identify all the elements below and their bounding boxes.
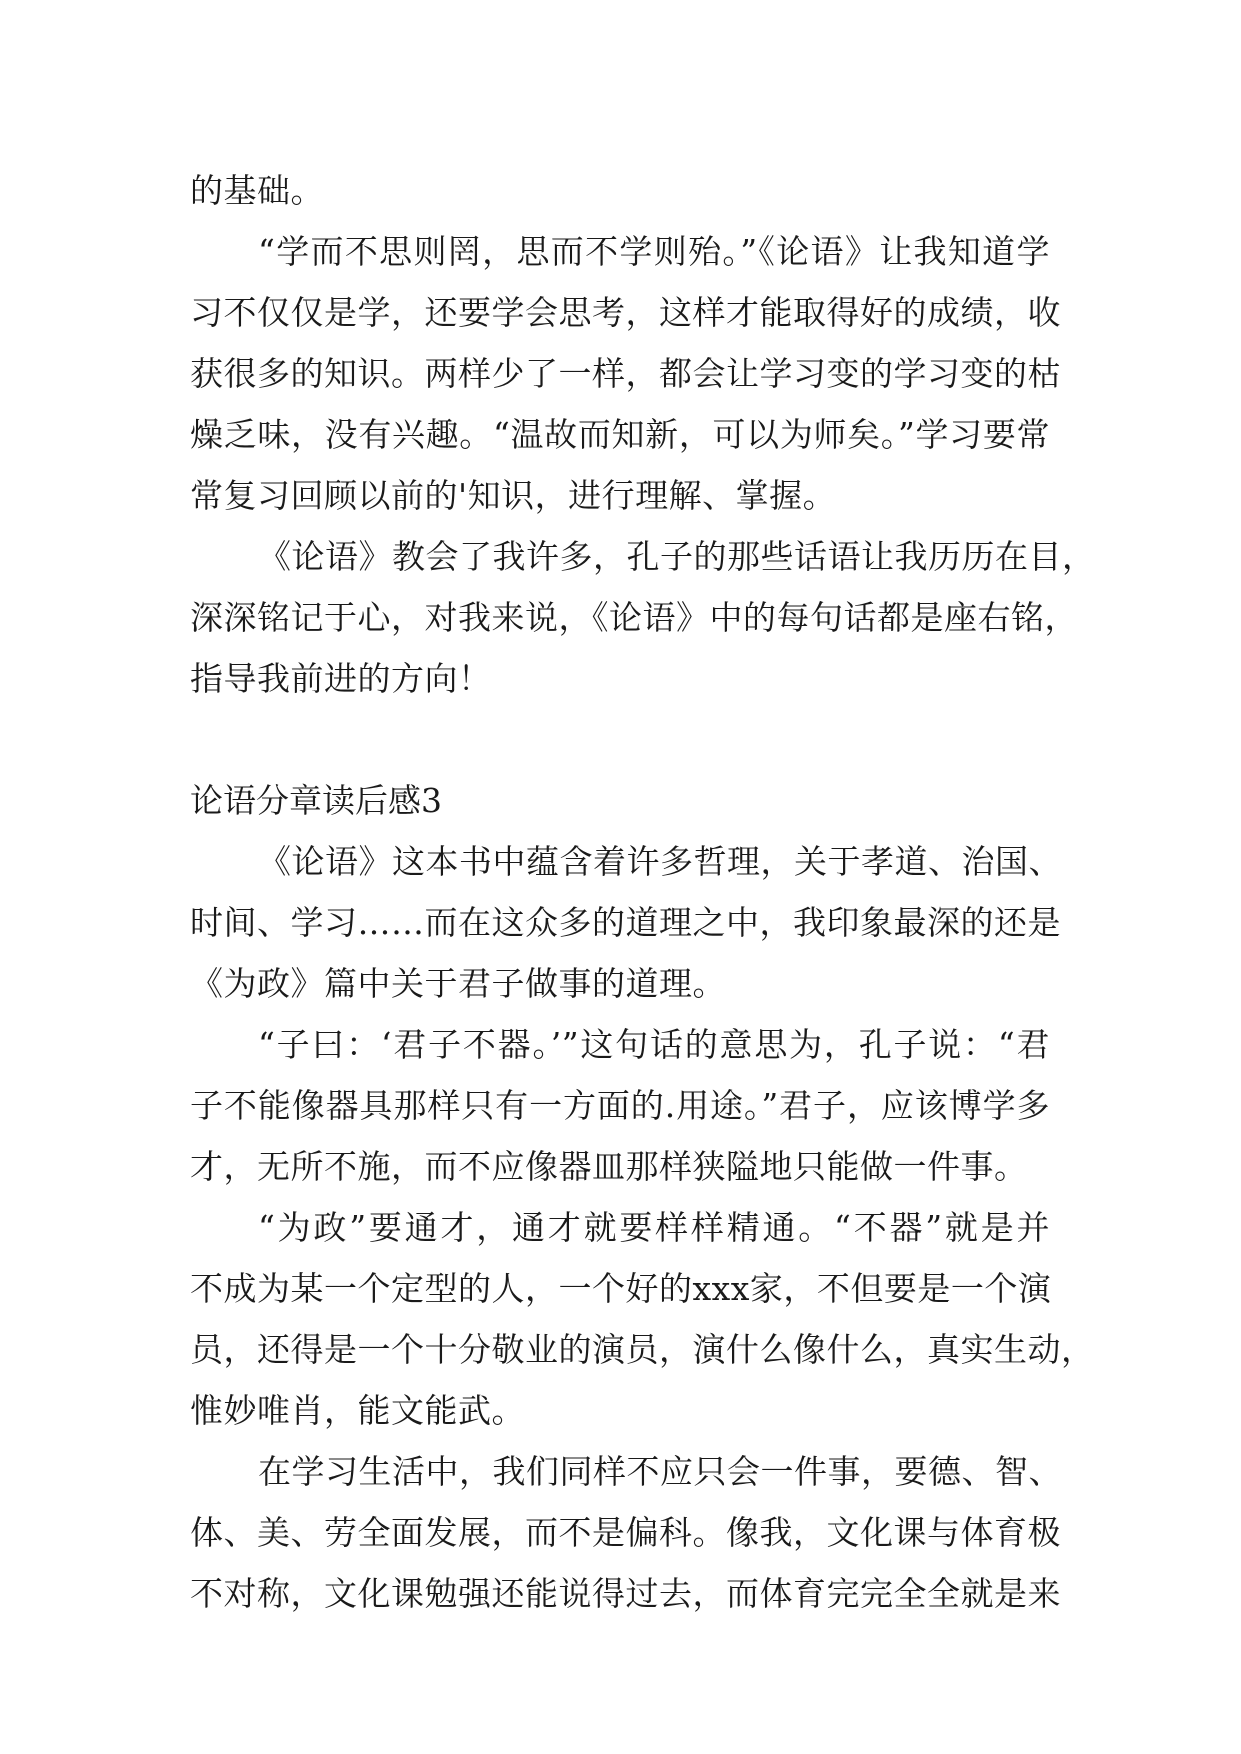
text-line: “为政”要通才，通才就要样样精通。“不器”就是并: [258, 1208, 1050, 1247]
text-line: 《为政》篇中关于君子做事的道理。: [190, 964, 726, 1003]
text-line: 员，还得是一个十分敬业的演员，演什么像什么，真实生动，: [190, 1330, 1095, 1369]
text-line: 时间、学习……而在这众多的道理之中，我印象最深的还是: [190, 903, 1061, 942]
text-line: 《论语》这本书中蕴含着许多哲理，关于孝道、治国、: [258, 842, 1062, 881]
text-line: 《论语》教会了我许多，孔子的那些话语让我历历在目，: [258, 537, 1096, 576]
text-line: 获很多的知识。两样少了一样，都会让学习变的学习变的枯: [190, 354, 1061, 393]
document-page: [190, 160, 1096, 1624]
text-line: 不成为某一个定型的人，一个好的xxx家，不但要是一个演: [190, 1269, 1052, 1308]
text-line: 深深铭记于心，对我来说，《论语》中的每句话都是座右铭，: [190, 598, 1078, 637]
text-line: 在学习生活中，我们同样不应只会一件事，要德、智、: [258, 1452, 1062, 1491]
section-heading: 论语分章读后感3: [190, 781, 442, 820]
text-line: 才，无所不施，而不应像器皿那样狭隘地只能做一件事。: [190, 1147, 1028, 1186]
text-line: 子不能像器具那样只有一方面的.用途。”君子，应该博学多: [190, 1086, 1050, 1125]
text-line: 惟妙唯肖，能文能武。: [190, 1391, 525, 1430]
text-line: 不对称，文化课勉强还能说得过去，而体育完完全全就是来: [190, 1574, 1061, 1613]
text-line: 常复习回顾以前的'知识，进行理解、掌握。: [190, 476, 837, 515]
section-gap: [190, 709, 1050, 770]
text-line: “学而不思则罔，思而不学则殆。”《论语》让我知道学: [258, 232, 1050, 271]
text-line: 指导我前进的方向！: [190, 659, 492, 698]
text-line: 的基础。: [190, 171, 324, 210]
text-line: “子曰：‘君子不器。’”这句话的意思为，孔子说：“君: [258, 1025, 1050, 1064]
text-line: 体、美、劳全面发展，而不是偏科。像我，文化课与体育极: [190, 1513, 1061, 1552]
text-line: 习不仅仅是学，还要学会思考，这样才能取得好的成绩，收: [190, 293, 1061, 332]
text-line: 燥乏味，没有兴趣。“温故而知新，可以为师矣。”学习要常: [190, 415, 1050, 454]
